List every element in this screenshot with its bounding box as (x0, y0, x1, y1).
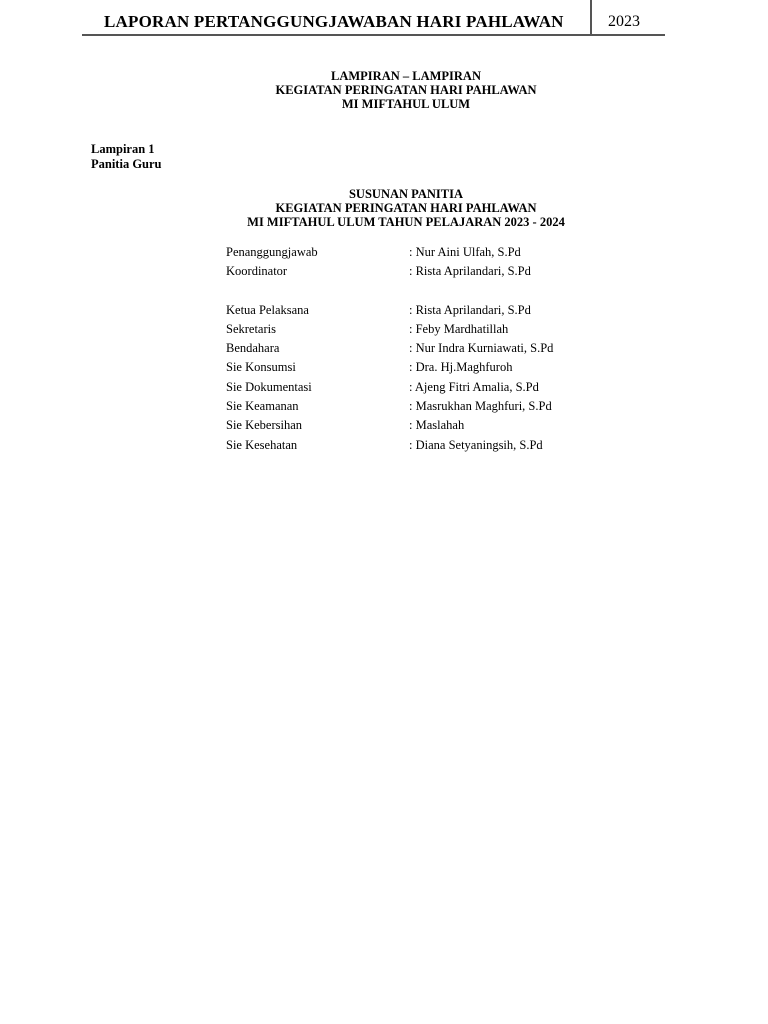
committee-title (0, 187, 768, 229)
member-name: : Maslahah (409, 418, 465, 433)
heading-line-1: LAMPIRAN – LAMPIRAN (331, 69, 481, 83)
attachment-number: Lampiran 1 (91, 142, 155, 156)
role-label: Bendahara (226, 341, 280, 356)
member-name: : Masrukhan Maghfuri, S.Pd (409, 399, 552, 414)
attachment-label (91, 142, 162, 172)
role-label: Ketua Pelaksana (226, 302, 309, 317)
committee-title-line-3: MI MIFTAHUL ULUM TAHUN PELAJARAN 2023 - 2024 (247, 215, 565, 229)
attachment-subtitle: Panitia Guru (91, 157, 162, 171)
member-name: : Rista Aprilandari, S.Pd (409, 302, 531, 317)
member-name: : Nur Aini Ulfah, S.Pd (409, 245, 521, 259)
role-label: Sie Keamanan (226, 399, 299, 414)
member-name: : Rista Aprilandari, S.Pd (409, 264, 531, 279)
member-name: : Nur Indra Kurniawati, S.Pd (409, 341, 554, 356)
role-label: Sie Kesehatan (226, 437, 298, 452)
role-label: Sie Konsumsi (226, 360, 296, 375)
header-title: LAPORAN PERTANGGUNGJAWABAN HARI PAHLAWAN (104, 12, 564, 31)
heading-line-3: MI MIFTAHUL ULUM (341, 97, 471, 111)
header-divider (590, 0, 592, 34)
member-name: : Feby Mardhatillah (409, 321, 509, 336)
role-label: Sekretaris (226, 321, 276, 336)
role-label: Sie Kebersihan (226, 418, 303, 433)
role-label: Koordinator (226, 264, 288, 279)
role-label: Sie Dokumentasi (226, 379, 312, 394)
page-header (82, 0, 665, 36)
heading-line-2: KEGIATAN PERINGATAN HARI PAHLAWAN (275, 83, 537, 97)
role-label: Penanggungjawab (226, 245, 318, 259)
member-name: : Dra. Hj.Maghfuroh (409, 360, 513, 375)
committee-title-line-2: KEGIATAN PERINGATAN HARI PAHLAWAN (275, 201, 537, 215)
header-year: 2023 (608, 13, 640, 30)
member-name: : Ajeng Fitri Amalia, S.Pd (409, 379, 539, 394)
attachment-heading (0, 69, 768, 111)
committee-title-line-1: SUSUNAN PANITIA (348, 187, 464, 201)
member-name: : Diana Setyaningsih, S.Pd (409, 437, 543, 452)
